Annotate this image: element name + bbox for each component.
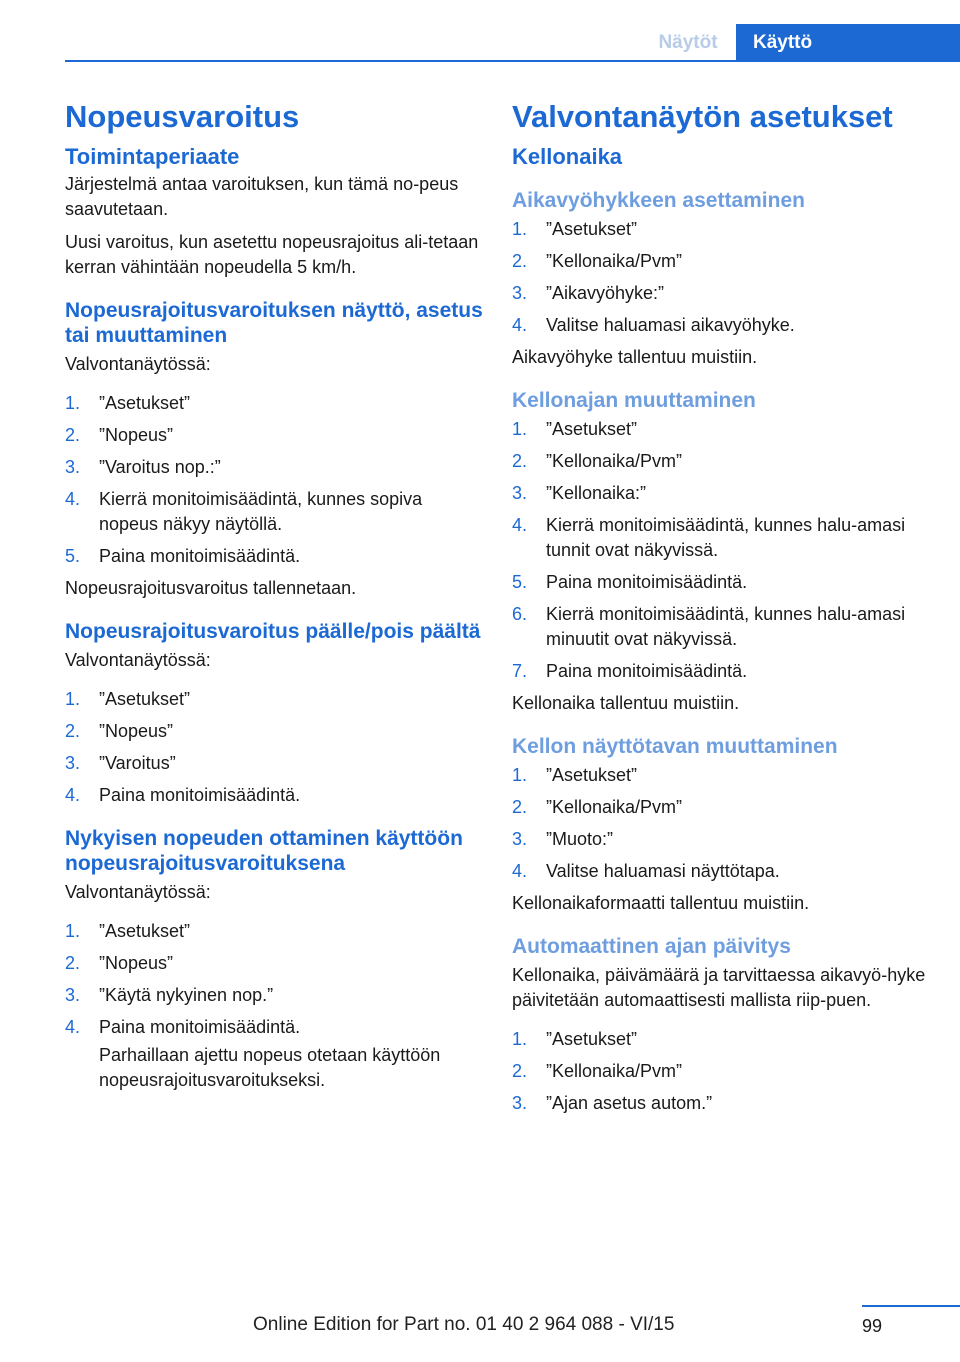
list-item	[65, 391, 485, 416]
page-number: 99	[862, 1316, 883, 1336]
step-text: ”Asetukset”	[99, 689, 191, 709]
step-number: 5.	[65, 546, 81, 566]
step-text: ”Varoitus nop.:”	[99, 457, 221, 477]
list-item	[65, 751, 485, 776]
step-text: ”Kellonaika/Pvm”	[546, 1061, 683, 1081]
list-item	[512, 570, 932, 595]
paragraph: Kellonaika tallentuu muistiin.	[512, 693, 740, 713]
step-number: 4.	[65, 489, 81, 509]
step-number: 5.	[512, 572, 528, 592]
step-number: 1.	[512, 1029, 528, 1049]
step-text: ”Nopeus”	[99, 721, 174, 741]
section-heading: Aikavyöhykkeen asettaminen	[512, 189, 805, 212]
step-number: 3.	[512, 1093, 528, 1113]
step-text: ”Asetukset”	[546, 1029, 638, 1049]
step-number: 4.	[65, 785, 81, 805]
step-number: 3.	[512, 483, 528, 503]
step-text: ”Ajan asetus autom.”	[546, 1093, 713, 1113]
step-text: Kierrä monitoimisäädintä, kunnes sopiva nopeus näkyy näytöllä.	[99, 489, 423, 534]
section-heading-kellonaika: Kellonaika	[512, 144, 623, 169]
step-number: 4.	[512, 861, 528, 881]
step-text: ”Kellonaika/Pvm”	[546, 451, 683, 471]
step-text: Valitse haluamasi näyttötapa.	[546, 861, 780, 881]
step-text: Valitse haluamasi aikavyöhyke.	[546, 315, 795, 335]
list-item	[512, 1091, 932, 1116]
step-number: 3.	[65, 457, 81, 477]
section-heading: Automaattinen ajan päivitys	[512, 935, 791, 958]
section-toimintaperiaate	[65, 144, 485, 280]
section-kellonajan-muuttaminen	[512, 388, 932, 716]
step-note: Parhaillaan ajettu nopeus otetaan käyttöön nopeusrajoitusvaroitukseksi.	[99, 1045, 441, 1090]
steps-list	[65, 919, 485, 1040]
step-text: Paina monitoimisäädintä.	[99, 785, 301, 805]
list-item	[512, 827, 932, 852]
list-item	[65, 1015, 485, 1040]
paragraph: Järjestelmä antaa varoituksen, kun tämä no-peus saavutetaan.	[65, 174, 459, 219]
step-text: ”Asetukset”	[546, 765, 638, 785]
step-text: ”Muoto:”	[546, 829, 614, 849]
section-automaattinen-paivitys	[512, 934, 932, 1116]
step-text: ”Varoitus”	[99, 753, 176, 773]
step-number: 2.	[65, 425, 81, 445]
section-heading: Kellonajan muuttaminen	[512, 389, 756, 412]
list-item	[65, 919, 485, 944]
step-number: 1.	[512, 765, 528, 785]
step-text: ”Kellonaika/Pvm”	[546, 251, 683, 271]
step-number: 4.	[65, 1017, 81, 1037]
step-text: ”Kellonaika:”	[546, 483, 647, 503]
left-column	[65, 98, 485, 1111]
list-item	[512, 859, 932, 884]
section-nayttö-asetus	[65, 298, 485, 601]
steps-list	[65, 687, 485, 808]
step-number: 6.	[512, 604, 528, 624]
list-item	[65, 687, 485, 712]
list-item	[512, 1027, 932, 1052]
list-item	[65, 983, 485, 1008]
step-text: ”Asetukset”	[99, 393, 191, 413]
steps-list	[512, 217, 932, 338]
list-item	[512, 417, 932, 442]
list-item	[65, 455, 485, 480]
step-text: ”Nopeus”	[99, 953, 174, 973]
right-column	[512, 98, 932, 1134]
step-text: Paina monitoimisäädintä.	[546, 572, 748, 592]
step-number: 1.	[512, 219, 528, 239]
section-paalle-pois	[65, 619, 485, 808]
tab-naytot[interactable]: Näytöt	[658, 31, 718, 53]
list-item	[512, 513, 932, 563]
step-number: 1.	[65, 689, 81, 709]
step-number: 3.	[512, 283, 528, 303]
step-number: 3.	[512, 829, 528, 849]
step-text: Paina monitoimisäädintä.	[99, 1017, 301, 1037]
step-text: Paina monitoimisäädintä.	[99, 546, 301, 566]
list-item	[65, 783, 485, 808]
list-item	[512, 313, 932, 338]
step-text: ”Asetukset”	[99, 921, 191, 941]
list-item	[65, 951, 485, 976]
paragraph: Valvontanäytössä:	[65, 882, 211, 902]
step-number: 2.	[65, 721, 81, 741]
step-number: 1.	[512, 419, 528, 439]
paragraph: Nopeusrajoitusvaroitus tallennetaan.	[65, 578, 357, 598]
list-item	[65, 487, 485, 537]
step-number: 2.	[512, 1061, 528, 1081]
list-item	[512, 1059, 932, 1084]
step-number: 2.	[65, 953, 81, 973]
tab-kaytto[interactable]: Käyttö	[736, 24, 960, 61]
steps-list	[512, 417, 932, 684]
paragraph: Uusi varoitus, kun asetettu nopeusrajoitus ali-tetaan kerran vähintään nopeudella 5 km/h.	[65, 232, 479, 277]
step-text: ”Asetukset”	[546, 219, 638, 239]
step-text: ”Aikavyöhyke:”	[546, 283, 665, 303]
list-item	[512, 249, 932, 274]
section-aikavyohyke	[512, 188, 932, 370]
step-number: 2.	[512, 251, 528, 271]
steps-list	[512, 763, 932, 884]
step-number: 1.	[65, 393, 81, 413]
step-text: ”Asetukset”	[546, 419, 638, 439]
paragraph: Valvontanäytössä:	[65, 650, 211, 670]
list-item	[65, 719, 485, 744]
list-item	[512, 449, 932, 474]
step-text: ”Nopeus”	[99, 425, 174, 445]
step-number: 2.	[512, 797, 528, 817]
step-text: Kierrä monitoimisäädintä, kunnes halu-amasi minuutit ovat näkyvissä.	[546, 604, 906, 649]
list-item	[512, 281, 932, 306]
paragraph: Kellonaika, päivämäärä ja tarvittaessa aikavyö-hyke päivitetään automaattisesti mallista riip-puen.	[512, 965, 926, 1010]
list-item	[512, 602, 932, 652]
list-item	[512, 763, 932, 788]
step-number: 4.	[512, 315, 528, 335]
page-title-nopeusvaroitus: Nopeusvaroitus	[65, 99, 300, 134]
section-heading: Nopeusrajoitusvaroituksen näyttö, asetus tai muuttaminen	[65, 299, 483, 347]
list-item	[512, 659, 932, 684]
step-number: 3.	[65, 985, 81, 1005]
paragraph: Valvontanäytössä:	[65, 354, 211, 374]
paragraph: Aikavyöhyke tallentuu muistiin.	[512, 347, 758, 367]
section-heading: Kellon näyttötavan muuttaminen	[512, 735, 838, 758]
list-item	[65, 544, 485, 569]
step-text: ”Kellonaika/Pvm”	[546, 797, 683, 817]
step-number: 7.	[512, 661, 528, 681]
section-heading: Toimintaperiaate	[65, 144, 240, 169]
step-number: 1.	[65, 921, 81, 941]
list-item	[65, 423, 485, 448]
step-number: 3.	[65, 753, 81, 773]
edition-footer: Online Edition for Part no. 01 40 2 964 088 - VI/15	[253, 1314, 675, 1335]
steps-list	[512, 1027, 932, 1116]
section-nayttotapa	[512, 734, 932, 916]
page-title-valvontanayton-asetukset: Valvontanäytön asetukset	[512, 99, 893, 134]
list-item	[512, 217, 932, 242]
step-number: 2.	[512, 451, 528, 471]
list-item	[512, 795, 932, 820]
step-text: ”Käytä nykyinen nop.”	[99, 985, 274, 1005]
section-nykyinen-nopeus	[65, 826, 485, 1093]
section-heading: Nopeusrajoitusvaroitus päälle/pois päältä	[65, 620, 481, 643]
step-text: Paina monitoimisäädintä.	[546, 661, 748, 681]
step-number: 4.	[512, 515, 528, 535]
steps-list	[65, 391, 485, 569]
section-heading: Nykyisen nopeuden ottaminen käyttöön nopeusrajoitusvaroituksena	[65, 827, 463, 875]
step-text: Kierrä monitoimisäädintä, kunnes halu-amasi tunnit ovat näkyvissä.	[546, 515, 906, 560]
footer-rule	[862, 1305, 960, 1307]
paragraph: Kellonaikaformaatti tallentuu muistiin.	[512, 893, 810, 913]
list-item	[512, 481, 932, 506]
